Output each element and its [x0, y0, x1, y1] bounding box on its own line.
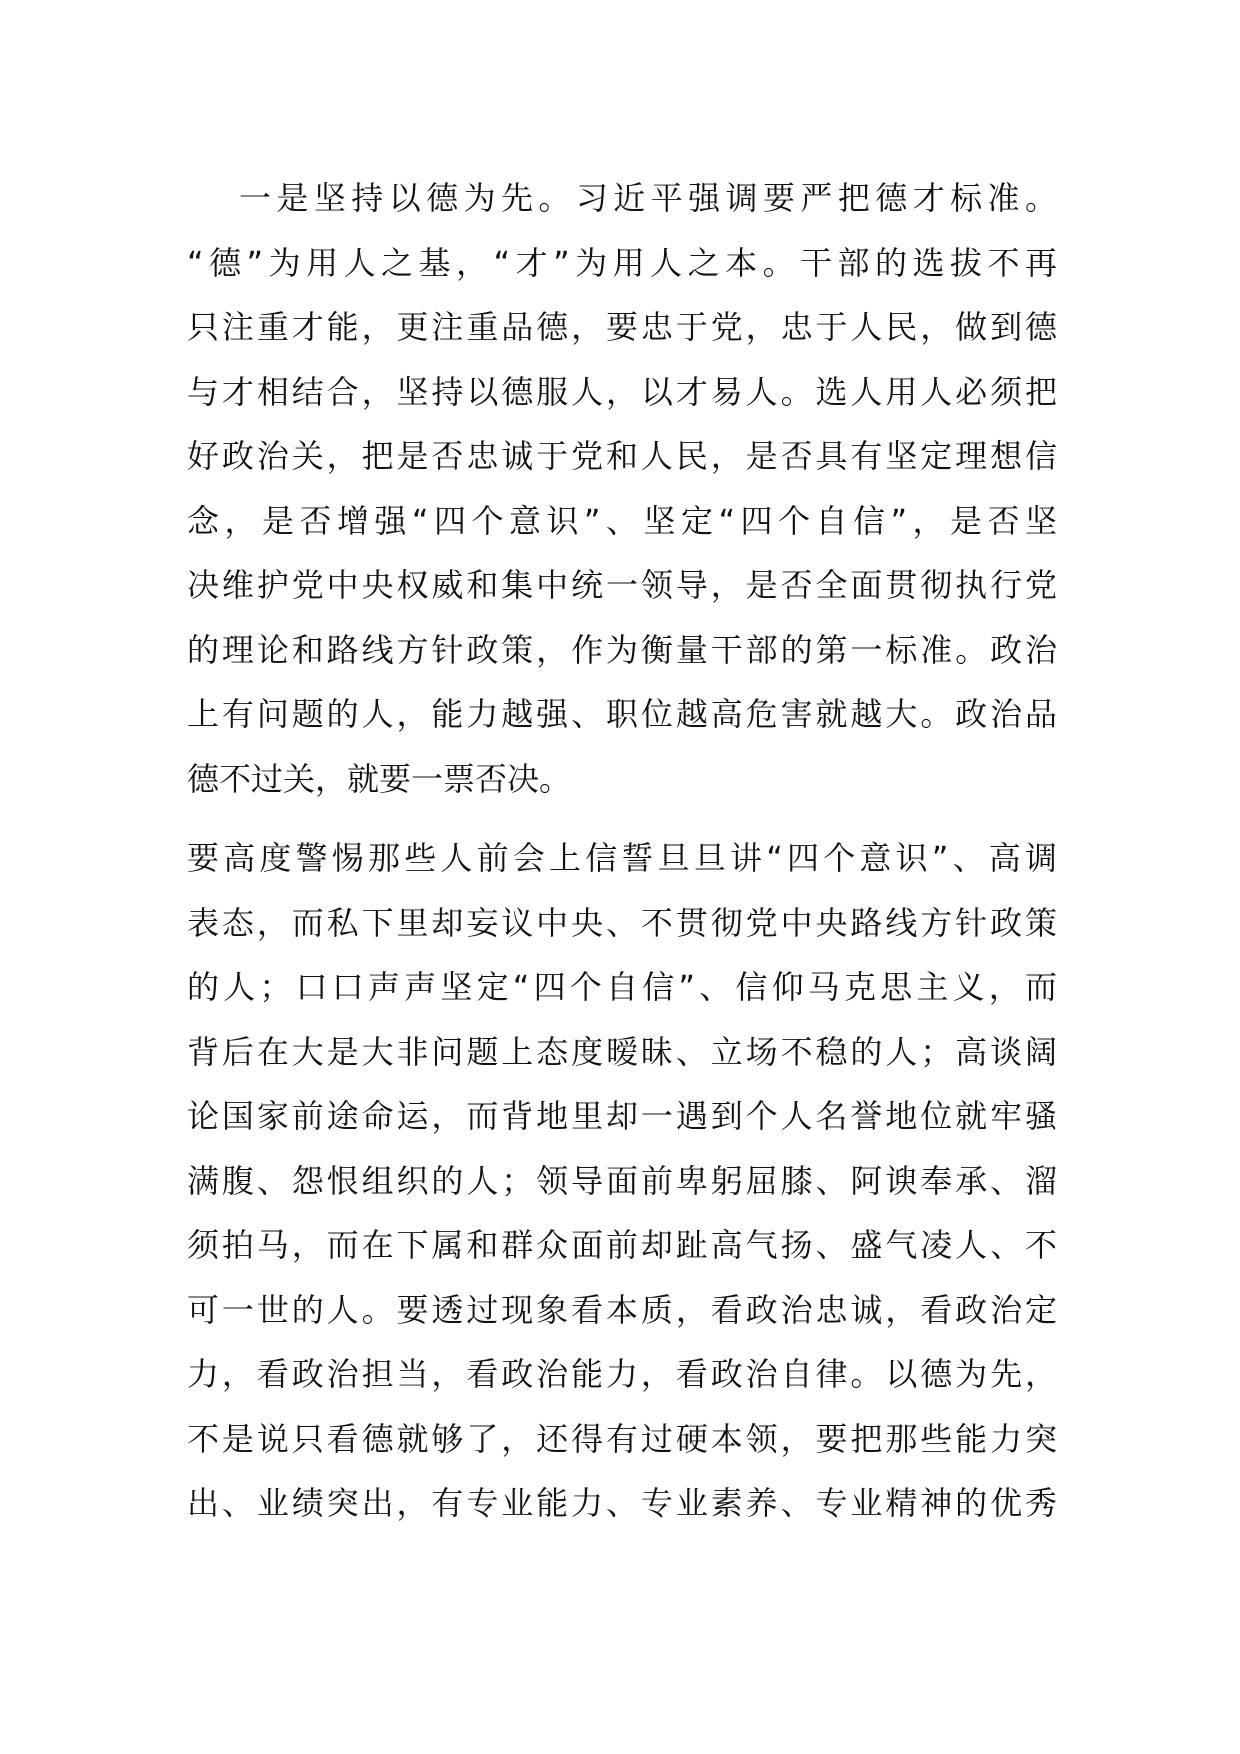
paragraph-line: 的理论和路线方针政策，作为衡量干部的第一标准。政治 — [187, 630, 1057, 669]
paragraph-1 — [187, 166, 1057, 811]
paragraph-line: 不是说只看德就够了，还得有过硬本领，要把那些能力突 — [187, 1419, 1057, 1458]
paragraph-line: 论国家前途命运，而背地里却一遇到个人名誉地位就牢骚 — [187, 1097, 1057, 1135]
paragraph-line: 与才相结合，坚持以德服人，以才易人。选人用人必须把 — [187, 372, 1057, 411]
paragraph-gap — [187, 811, 1057, 826]
paragraph-line: 表态，而私下里却妄议中央、不贯彻党中央路线方针政策 — [187, 903, 1057, 942]
paragraph-2 — [187, 826, 1057, 1536]
paragraph-line: 出、业绩突出，有专业能力、专业素养、专业精神的优秀 — [187, 1484, 1057, 1522]
paragraph-line: 须拍马，而在下属和群众面前却趾高气扬、盛气凌人、不 — [187, 1226, 1057, 1264]
paragraph-line: 满腹、怨恨组织的人；领导面前卑躬屈膝、阿谀奉承、溜 — [187, 1161, 1057, 1200]
paragraph-line: “德”为用人之基，“才”为用人之本。干部的选拔不再 — [187, 243, 1057, 282]
paragraph-line: 的人；口口声声坚定“四个自信”、信仰马克思主义，而 — [187, 968, 1057, 1006]
document-body — [187, 166, 1057, 1536]
paragraph-line: 好政治关，把是否忠诚于党和人民，是否具有坚定理想信 — [187, 437, 1057, 475]
paragraph-line: 要高度警惕那些人前会上信誓旦旦讲“四个意识”、高调 — [187, 839, 1057, 877]
paragraph-line: 力，看政治担当，看政治能力，看政治自律。以德为先， — [187, 1355, 1057, 1393]
paragraph-line: 决维护党中央权威和集中统一领导，是否全面贯彻执行党 — [187, 566, 1057, 604]
paragraph-line: 念，是否增强“四个意识”、坚定“四个自信”，是否坚 — [187, 501, 1057, 540]
paragraph-line: 可一世的人。要透过现象看本质，看政治忠诚，看政治定 — [187, 1290, 1057, 1329]
paragraph-line: 背后在大是大非问题上态度暧昧、立场不稳的人；高谈阔 — [187, 1032, 1057, 1071]
paragraph-line: 一是坚持以德为先。习近平强调要严把德才标准。 — [239, 179, 1057, 217]
paragraph-line: 只注重才能，更注重品德，要忠于党，忠于人民，做到德 — [187, 308, 1057, 346]
paragraph-line: 上有问题的人，能力越强、职位越高危害就越大。政治品 — [187, 695, 1057, 733]
paragraph-line: 德不过关，就要一票否决。 — [187, 759, 572, 798]
